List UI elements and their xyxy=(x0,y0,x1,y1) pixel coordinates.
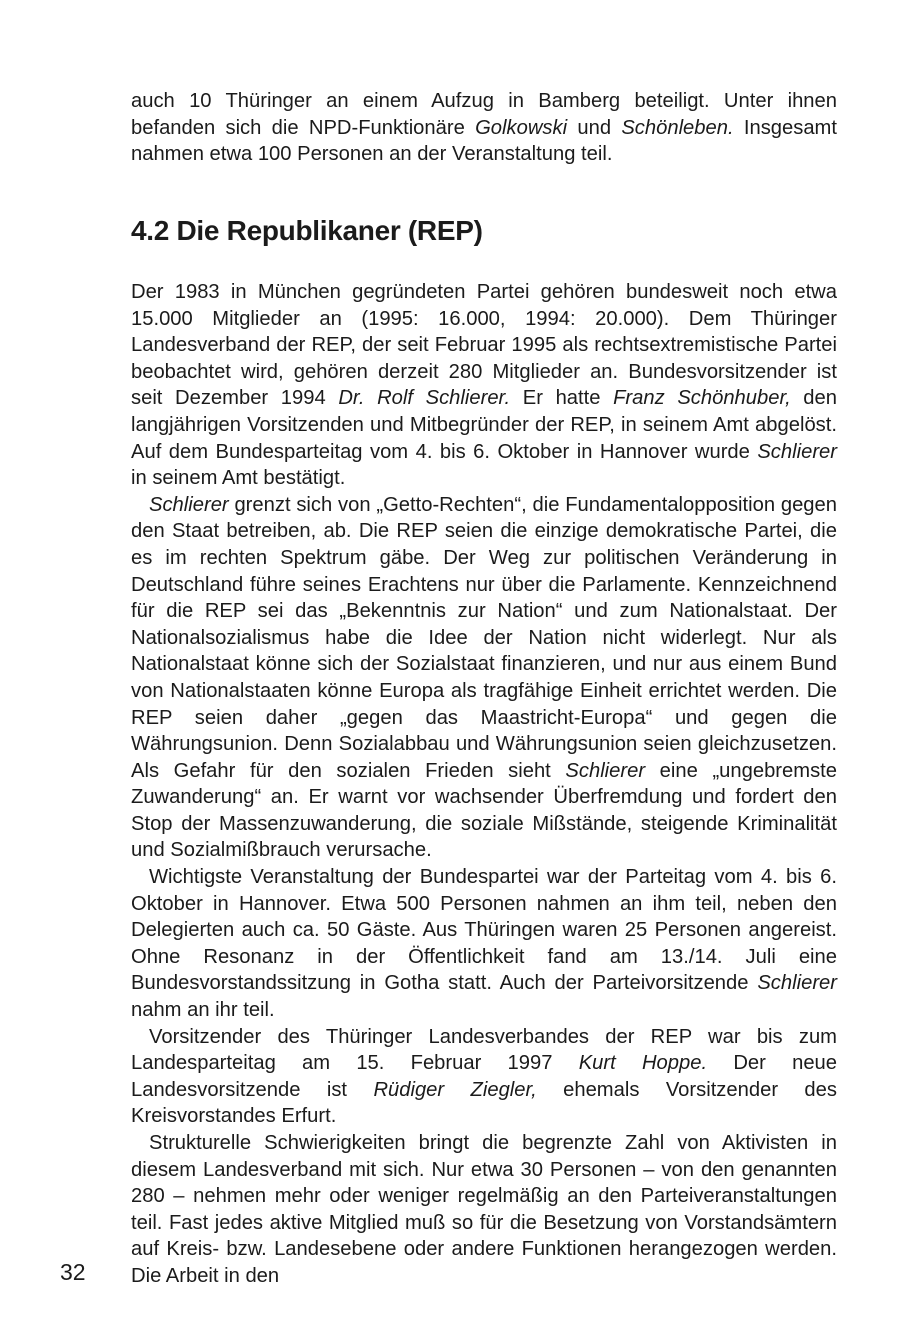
intro-paragraph: auch 10 Thüringer an einem Aufzug in Bamberg beteiligt. Unter ihnen befanden sich die NPD-Funktionäre Golkowski und Schönleben. Insgesamt nahmen etwa 100 Personen an der Veranstaltung teil. xyxy=(131,90,837,166)
paragraph-structural-difficulties: Strukturelle Schwierigkeiten bringt die begrenzte Zahl von Aktivisten in diesem Landesverband mit sich. Nur etwa 30 Personen – von den genannten 280 – nehmen mehr oder weniger regelmäßig an den Parteiveranstaltungen teil. Fast jedes aktive Mitglied muß so für die Besetzung von Vorstandsämtern auf Kreis- bzw. Landesebene oder andere Funktionen herangezogen werden. Die Arbeit in den xyxy=(131,1132,837,1287)
paragraph-positions: Schlierer grenzt sich von „Getto-Rechten“, die Fundamentalopposition gegen den Staat betreiben, ab. Die REP seien die einzige demokratische Partei, die es im rechten Spektrum gäbe. Der Weg zur politischen Veränderung in Deutschland führe seines Erachtens nur über die Parlamente. Kennzeichnend für die REP sei das „Bekenntnis zur Nation“ und zum Nationalstaat. Der Nationalsozialismus habe die Idee der Nation nicht widerlegt. Nur als Nationalstaat könne sich der Sozialstaat finanzieren, und nur aus einem Bund von Nationalstaaten könne Europa als tragfähige Einheit errichtet werden. Die REP seien daher „gegen das Maastricht-Europa“ und gegen die Währungsunion. Denn Sozialabbau und Währungsunion seien gleichzusetzen. Als Gefahr für den sozialen Frieden sieht Schlierer eine „ungebremste Zuwanderung“ an. Er warnt vor wachsender Überfremdung und fordert den Stop der Massenzuwanderung, die soziale Mißstände, steigende Kriminalität und Sozialmißbrauch verursache. xyxy=(131,493,837,862)
page-number: 32 xyxy=(60,1259,86,1285)
intro-paragraph-block xyxy=(131,88,837,168)
paragraph-party-congress: Wichtigste Veranstaltung der Bundespartei war der Parteitag vom 4. bis 6. Oktober in Hannover. Etwa 500 Personen nahmen an ihm teil, neben den Delegierten auch ca. 50 Gäste. Aus Thüringen waren 25 Personen angereist. Ohne Resonanz in der Öffentlichkeit fand am 13./14. Juli eine Bundesvorstandssitzung in Gotha statt. Auch der Parteivorsitzende Schlierer nahm an ihr teil. xyxy=(131,866,837,1022)
paragraph-state-chair: Vorsitzender des Thüringer Landesverbandes der REP war bis zum Landesparteitag am 15. Februar 1997 Kurt Hoppe. Der neue Landesvorsitzende ist Rüdiger Ziegler, ehemals Vorsitzender des Kreisvorstandes Erfurt. xyxy=(131,1025,837,1128)
paragraph-membership: Der 1983 in München gegründeten Partei gehören bundesweit noch etwa 15.000 Mitglieder an (1995: 16.000, 1994: 20.000). Dem Thüringer Landesverband der REP, der seit Februar 1995 als rechtsextremistische Partei beobachtet wird, gehören derzeit 280 Mitglieder an. Bundesvorsitzender ist seit Dezember 1994 Dr. Rolf Schlierer. Er hatte Franz Schönhuber, den langjährigen Vorsitzenden und Mitbegründer der REP, in seinem Amt abgelöst. Auf dem Bundesparteitag vom 4. bis 6. Oktober in Hannover wurde Schlierer in seinem Amt bestätigt. xyxy=(131,281,837,490)
section-body xyxy=(131,279,837,1290)
section-heading: 4.2 Die Republikaner (REP) xyxy=(131,215,483,246)
